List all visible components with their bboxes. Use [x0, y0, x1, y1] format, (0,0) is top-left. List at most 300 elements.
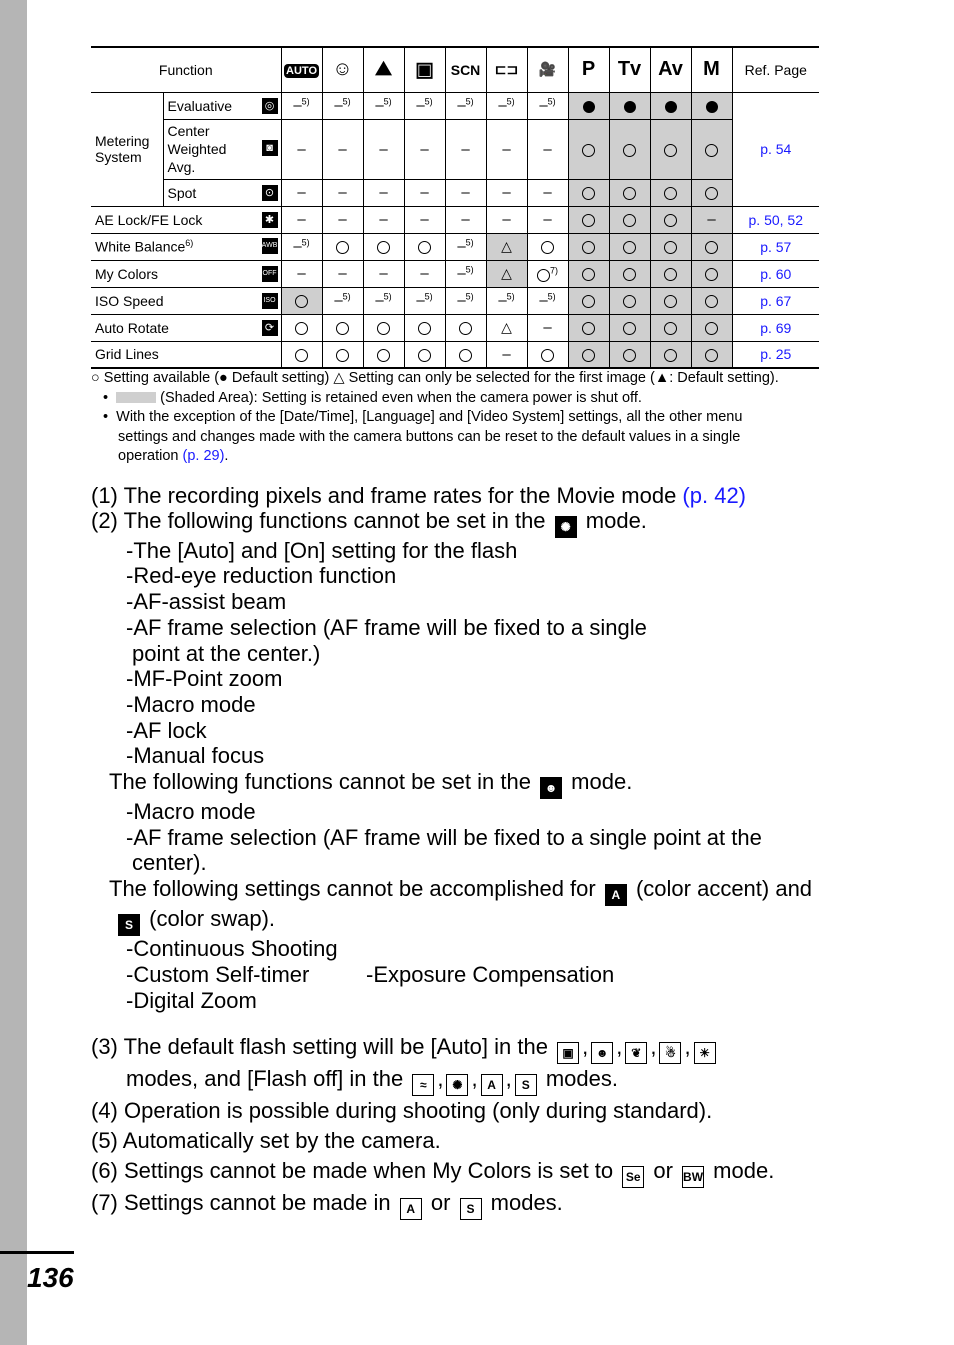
table-cell [281, 314, 322, 341]
cell-value: –$^{5)}$ [457, 264, 474, 283]
row-label: Center Weighted Avg. ◙ [163, 119, 281, 179]
cell-value: △ [501, 265, 512, 281]
cell-value: 7) [537, 266, 558, 282]
cell-value [582, 185, 595, 201]
color-swap-icon: S [460, 1198, 482, 1220]
cell-value: – [338, 265, 347, 282]
table-row [91, 92, 819, 119]
table-cell [527, 314, 568, 341]
center-weighted-icon: ◙ [262, 140, 278, 156]
cell-value: – [502, 140, 511, 158]
table-cell [650, 92, 691, 119]
cell-value: – [297, 140, 306, 158]
table-cell [363, 341, 404, 368]
list-item: -MF-Point zoom [126, 666, 283, 692]
list-item: -Digital Zoom [126, 987, 257, 1013]
av-mode-icon: Av [650, 47, 691, 92]
cell-value [295, 346, 308, 362]
table-cell [281, 341, 322, 368]
table-cell [609, 341, 650, 368]
ref-page-link[interactable]: p. 50, 52 [732, 206, 819, 233]
table-cell [609, 233, 650, 260]
note-1: (1) The recording pixels and frame rates for the Movie mode (p. 42) [91, 483, 747, 508]
cell-value [664, 141, 677, 157]
list-item-cont: point at the center.) [132, 640, 321, 666]
table-cell [527, 92, 568, 119]
kids-pets-icon: ☻ [540, 777, 562, 799]
note-2c-cont: S (color swap). [91, 906, 941, 936]
cell-value [418, 346, 431, 362]
table-cell [363, 287, 404, 314]
ref-page-link[interactable]: p. 54 [732, 92, 819, 206]
function-header: Function [91, 47, 281, 92]
cell-value: – [297, 265, 306, 282]
table-cell [404, 119, 445, 179]
cell-value: – [502, 184, 511, 201]
table-cell [609, 119, 650, 179]
cell-value: – [379, 211, 388, 228]
table-cell [527, 206, 568, 233]
cell-value: – [461, 184, 470, 201]
list-item: -Custom Self-timer -Exposure Compensation [126, 961, 615, 987]
cell-value [664, 346, 677, 362]
table-cell [404, 341, 445, 368]
ref-page-link[interactable]: p. 69 [732, 314, 819, 341]
cell-value: – [338, 140, 347, 158]
functions-table [91, 46, 819, 369]
table-cell [363, 206, 404, 233]
beach-icon: ☀ [694, 1042, 716, 1064]
cell-value [664, 239, 677, 255]
list-item-cont: center). [132, 850, 207, 876]
evaluative-metering-icon: ◎ [262, 98, 278, 114]
cell-value [418, 239, 431, 255]
stitch-assist-icon: ⊏⊐ [486, 47, 527, 92]
list-item: -The [Auto] and [On] setting for the flash [126, 537, 518, 563]
table-cell [322, 341, 363, 368]
table-cell [609, 92, 650, 119]
foliage-icon: ❦ [625, 1042, 647, 1064]
table-cell [650, 233, 691, 260]
table-cell [363, 233, 404, 260]
cell-value [664, 212, 677, 228]
row-label: Spot ⊙ [163, 179, 281, 206]
table-cell [322, 233, 363, 260]
cell-value: – [379, 140, 388, 158]
cell-value [582, 212, 595, 228]
table-cell [322, 206, 363, 233]
table-row [91, 287, 819, 314]
table-cell [568, 119, 609, 179]
table-cell [404, 233, 445, 260]
note-4: (4) Operation is possible during shooting (only during standard). [91, 1098, 713, 1124]
iso-speed-icon: ISO [262, 293, 278, 309]
cell-value: –$^{5)}$ [293, 96, 310, 115]
legend-reset-note: • With the exception of the [Date/Time], [Language] and [Video System] settings, all the other menu [103, 409, 743, 425]
cell-value [623, 185, 636, 201]
table-cell [404, 179, 445, 206]
color-swap-icon: S [118, 914, 140, 936]
cell-value: –$^{5)}$ [498, 291, 515, 310]
table-cell [404, 260, 445, 287]
cell-value [377, 239, 390, 255]
table-cell [527, 341, 568, 368]
cell-value: – [461, 140, 470, 158]
table-cell [650, 260, 691, 287]
cell-value: – [420, 211, 429, 228]
cell-value: –$^{5)}$ [416, 291, 433, 310]
cell-value [623, 239, 636, 255]
table-cell [568, 206, 609, 233]
table-cell [363, 179, 404, 206]
night-snapshot-icon: ▣ [557, 1042, 579, 1064]
cell-value: – [543, 140, 552, 158]
scn-icon: SCN [445, 47, 486, 92]
table-cell [322, 119, 363, 179]
table-cell [691, 206, 732, 233]
list-item: -Continuous Shooting [126, 936, 338, 962]
cell-value [295, 320, 308, 336]
note-2b: The following functions cannot be set in the ☻ mode. [91, 769, 941, 799]
cell-value [623, 141, 636, 157]
cell-value [623, 320, 636, 336]
row-label: ISO Speed ISO [91, 287, 281, 314]
list-item: -Red-eye reduction function [126, 563, 397, 589]
cell-value [336, 346, 349, 362]
list-item: -Macro mode [126, 691, 256, 717]
fireworks-icon: ✺ [446, 1074, 468, 1096]
cell-value: –$^{5)}$ [416, 96, 433, 115]
cell-value: △ [501, 238, 512, 254]
color-swap-icon: S [515, 1074, 537, 1096]
cell-value [582, 346, 595, 362]
table-cell [445, 260, 486, 287]
cell-value [377, 320, 390, 336]
table-cell [650, 206, 691, 233]
spot-metering-icon: ⊙ [262, 185, 278, 201]
cell-value: – [379, 184, 388, 201]
cell-value [582, 293, 595, 309]
table-cell [404, 314, 445, 341]
cell-value [623, 266, 636, 282]
color-accent-icon: A [605, 884, 627, 906]
table-cell [527, 233, 568, 260]
list-item: -AF lock [126, 717, 207, 743]
table-cell [281, 119, 322, 179]
note-7: (7) Settings cannot be made in A or S modes. [91, 1188, 941, 1220]
table-cell [609, 287, 650, 314]
table-cell [609, 314, 650, 341]
table-cell [322, 179, 363, 206]
table-cell [363, 119, 404, 179]
cell-value: –$^{5)}$ [539, 291, 556, 310]
list-item: -Macro mode [126, 799, 256, 825]
ae-lock-icon: ✱ [262, 212, 278, 228]
cell-value: – [707, 211, 716, 228]
cell-value: – [338, 211, 347, 228]
table-cell [568, 179, 609, 206]
page-sidebar-bar [0, 0, 27, 1345]
cell-value: △ [501, 319, 512, 335]
table-cell [445, 287, 486, 314]
table-header-row [91, 47, 819, 92]
snow-icon: ☃ [659, 1042, 681, 1064]
table-cell [322, 314, 363, 341]
cell-value: – [420, 184, 429, 201]
table-cell [527, 119, 568, 179]
legend-shaded-note: • (Shaded Area): Setting is retained even when the camera power is shut off. [103, 389, 642, 406]
list-item: -AF frame selection (AF frame will be fixed to a single point at the [126, 824, 762, 850]
cell-value: – [502, 345, 511, 363]
table-cell [486, 260, 527, 287]
kids-pets-icon: ☻ [591, 1042, 613, 1064]
table-cell [445, 179, 486, 206]
cell-value: – [379, 265, 388, 282]
cell-value [705, 141, 718, 157]
table-cell [568, 287, 609, 314]
legend-reset-note-cont: settings and changes made with the camera buttons can be reset to the default values in a single [118, 428, 741, 445]
color-accent-icon: A [400, 1198, 422, 1220]
sepia-icon: Se [622, 1166, 644, 1188]
row-label: Auto Rotate ⟳ [91, 314, 281, 341]
table-cell [691, 341, 732, 368]
table-cell [486, 179, 527, 206]
cell-value [705, 293, 718, 309]
cell-value [583, 98, 595, 114]
table-cell [445, 341, 486, 368]
list-item: -Manual focus [126, 743, 265, 769]
table-cell [404, 287, 445, 314]
table-cell [527, 260, 568, 287]
note-2c: The following settings cannot be accomplished for A (color accent) and [91, 876, 941, 906]
cell-value [624, 98, 636, 114]
cell-value: –$^{5)}$ [293, 237, 310, 256]
legend-line: ○ Setting available (● Default setting) △ Setting can only be selected for the first image (▲: Default setting). [91, 370, 779, 386]
landscape-icon: ⛰ [363, 47, 404, 92]
table-cell [445, 233, 486, 260]
cell-value [582, 266, 595, 282]
table-cell [609, 179, 650, 206]
table-cell [486, 341, 527, 368]
table-cell [486, 206, 527, 233]
cell-value: – [543, 319, 552, 336]
table-cell [568, 233, 609, 260]
page-number: 136 [27, 1262, 74, 1293]
row-label: White Balance$^{6)}$ AWB [91, 233, 281, 260]
cell-value [459, 320, 472, 336]
table-cell [363, 260, 404, 287]
cell-value [705, 266, 718, 282]
metering-system-label: Metering System [91, 92, 163, 206]
table-cell [363, 314, 404, 341]
cell-value: – [543, 184, 552, 201]
cell-value [582, 239, 595, 255]
cell-value [623, 293, 636, 309]
list-item: -AF-assist beam [126, 589, 287, 615]
cell-value: –$^{5)}$ [539, 96, 556, 115]
table-cell [527, 287, 568, 314]
cell-value [541, 239, 554, 255]
cell-value: –$^{5)}$ [334, 96, 351, 115]
table-cell [650, 314, 691, 341]
table-cell [691, 179, 732, 206]
cell-value: – [543, 211, 552, 228]
table-cell [650, 179, 691, 206]
table-cell [486, 119, 527, 179]
page-link[interactable]: (p. 42) [682, 483, 747, 508]
auto-rotate-icon: ⟳ [262, 320, 278, 336]
table-cell [445, 92, 486, 119]
cell-value: –$^{5)}$ [457, 237, 474, 256]
row-label: Evaluative ◎ [163, 92, 281, 119]
cell-value: –$^{5)}$ [375, 96, 392, 115]
tv-mode-icon: Tv [609, 47, 650, 92]
underwater-icon: ≈ [412, 1074, 434, 1096]
table-cell [404, 92, 445, 119]
cell-value [459, 346, 472, 362]
ref-page-link[interactable]: p. 60 [732, 260, 819, 287]
cell-value [541, 346, 554, 362]
cell-value [705, 185, 718, 201]
cell-value [664, 185, 677, 201]
note-2: (2) The following functions cannot be set in the ✺ mode. [91, 508, 941, 538]
cell-value [664, 266, 677, 282]
table-cell [527, 179, 568, 206]
note-5: (5) Automatically set by the camera. [91, 1128, 441, 1154]
fireworks-icon: ✺ [555, 516, 577, 538]
row-label: AE Lock/FE Lock ✱ [91, 206, 281, 233]
cell-value [706, 98, 718, 114]
table-cell [650, 119, 691, 179]
table-cell [609, 260, 650, 287]
table-cell [281, 260, 322, 287]
ref-page-header: Ref. Page [732, 47, 819, 92]
black-white-icon: BW [682, 1166, 704, 1188]
table-row [91, 179, 819, 206]
table-row [91, 314, 819, 341]
table-cell [691, 287, 732, 314]
movie-icon: 🎥 [527, 47, 568, 92]
cell-value: –$^{5)}$ [457, 96, 474, 115]
table-cell [445, 119, 486, 179]
legend-notes [91, 369, 861, 467]
table-cell [486, 314, 527, 341]
table-cell [281, 233, 322, 260]
cell-value [582, 320, 595, 336]
table-cell [650, 287, 691, 314]
cell-value: –$^{5)}$ [375, 291, 392, 310]
table-cell [445, 206, 486, 233]
table-cell [281, 206, 322, 233]
cell-value [295, 293, 308, 309]
footnotes-block [91, 483, 941, 1220]
note-3-cont: modes, and [Flash off] in the ≈ , ✺ , A , S modes. [91, 1064, 941, 1096]
table-cell [445, 314, 486, 341]
table-cell [691, 260, 732, 287]
table-cell [568, 314, 609, 341]
cell-value [377, 346, 390, 362]
cell-value [336, 239, 349, 255]
table-cell [322, 260, 363, 287]
cell-value: – [461, 211, 470, 228]
ref-page-link[interactable]: p. 25 [732, 341, 819, 368]
table-row [91, 119, 819, 179]
page-link[interactable]: (p. 29) [182, 448, 225, 464]
table-cell [281, 92, 322, 119]
table-cell [363, 92, 404, 119]
cell-value: –$^{5)}$ [457, 291, 474, 310]
table-cell [609, 206, 650, 233]
portrait-icon: ☺ [322, 47, 363, 92]
cell-value: –$^{5)}$ [498, 96, 515, 115]
table-cell [486, 287, 527, 314]
cell-value: – [420, 140, 429, 158]
cell-value [336, 320, 349, 336]
table-row [91, 341, 819, 368]
color-accent-icon: A [481, 1074, 503, 1096]
table-cell [691, 314, 732, 341]
table-cell [568, 92, 609, 119]
page-number-rule [0, 1251, 74, 1254]
cell-value: – [297, 211, 306, 228]
table-cell [568, 341, 609, 368]
table-cell [650, 341, 691, 368]
table-cell [322, 92, 363, 119]
cell-value: – [297, 184, 306, 201]
table-cell [322, 287, 363, 314]
cell-value [664, 293, 677, 309]
table-cell [486, 233, 527, 260]
ref-page-link[interactable]: p. 57 [732, 233, 819, 260]
table-row [91, 260, 819, 287]
table-cell [691, 119, 732, 179]
my-colors-icon: OFF [262, 266, 278, 282]
m-mode-icon: M [691, 47, 732, 92]
cell-value [705, 320, 718, 336]
table-cell [404, 206, 445, 233]
table-cell [568, 260, 609, 287]
row-label: Grid Lines [91, 341, 281, 368]
table-row [91, 233, 819, 260]
white-balance-icon: AWB [262, 238, 278, 254]
cell-value: – [338, 184, 347, 201]
list-item: -AF frame selection (AF frame will be fixed to a single [126, 614, 647, 640]
note-6: (6) Settings cannot be made when My Colors is set to Se or BW mode. [91, 1156, 941, 1188]
auto-icon: AUTO [281, 47, 322, 92]
table-cell [281, 287, 322, 314]
cell-value [665, 98, 677, 114]
cell-value: – [502, 211, 511, 228]
cell-value [582, 141, 595, 157]
night-snapshot-icon: ▣ [404, 47, 445, 92]
shaded-area-swatch [116, 392, 156, 403]
table-cell [486, 92, 527, 119]
cell-value: –$^{5)}$ [334, 291, 351, 310]
row-label: My Colors OFF [91, 260, 281, 287]
note-3: (3) The default flash setting will be [Auto] in the ▣ , ☻ , ❦ , ☃ , ☀ [91, 1032, 941, 1064]
ref-page-link[interactable]: p. 67 [732, 287, 819, 314]
cell-value [418, 320, 431, 336]
cell-value [623, 212, 636, 228]
cell-value [705, 239, 718, 255]
legend-reset-note-end: operation (p. 29). [118, 448, 229, 464]
table-row [91, 206, 819, 233]
table-cell [691, 233, 732, 260]
table-cell [281, 179, 322, 206]
cell-value [623, 346, 636, 362]
cell-value [705, 346, 718, 362]
p-mode-icon: P [568, 47, 609, 92]
